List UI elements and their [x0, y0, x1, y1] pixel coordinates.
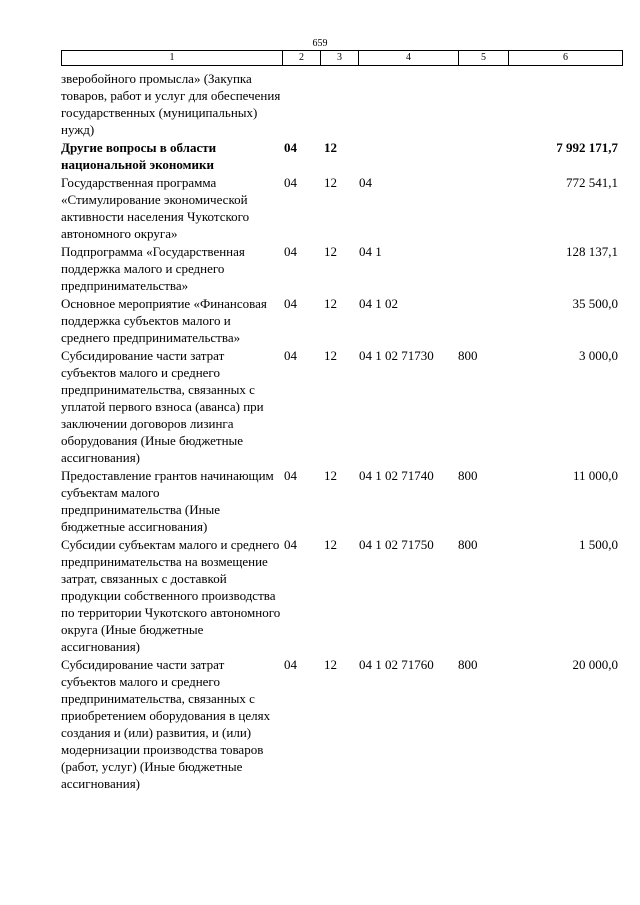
row-section: 04	[284, 244, 297, 259]
row-subsection: 12	[324, 244, 337, 259]
row-name: Субсидирование части затрат субъектов малого и среднего предпринимательства, связанных с уплатой первого взноса (аванса) при заключении договоров лизинга оборудования (Иные бюджетные ассигнования)	[61, 348, 264, 465]
row-target-article: 04 1 02 71750	[359, 537, 434, 552]
row-section: 04	[284, 296, 297, 311]
row-target-article: 04 1 02 71760	[359, 657, 434, 672]
table-row	[61, 295, 621, 346]
table-row	[61, 347, 621, 466]
table-row	[61, 70, 621, 138]
row-subsection: 12	[324, 657, 337, 672]
row-amount: 128 137,1	[566, 244, 618, 259]
row-section: 04	[284, 348, 297, 363]
row-name: Подпрограмма «Государственная поддержка малого и среднего предпринимательства»	[61, 244, 245, 293]
row-subsection: 12	[324, 175, 337, 190]
row-subsection: 12	[324, 468, 337, 483]
table-row	[61, 656, 621, 792]
row-amount: 3 000,0	[579, 348, 618, 363]
row-amount: 20 000,0	[572, 657, 618, 672]
table-header	[61, 50, 623, 66]
row-section: 04	[284, 175, 297, 190]
page-number: 659	[312, 38, 328, 49]
table-row	[61, 139, 621, 173]
row-name: Государственная программа «Стимулирование экономической активности населения Чукотского автономного округа»	[61, 175, 250, 241]
row-name: зверобойного промысла» (Закупка товаров, работ и услуг для обеспечения государственных (муниципальных) нужд)	[61, 71, 281, 137]
row-amount: 772 541,1	[566, 175, 618, 190]
row-subsection: 12	[324, 140, 337, 155]
row-name: Основное мероприятие «Финансовая поддержка субъектов малого и среднего предпринимательства»	[61, 296, 267, 345]
table-row	[61, 536, 621, 655]
table-row	[61, 243, 621, 294]
row-target-article: 04 1 02	[359, 296, 398, 311]
row-section: 04	[284, 537, 297, 552]
row-subsection: 12	[324, 537, 337, 552]
row-name: Предоставление грантов начинающим субъектам малого предпринимательства (Иные бюджетные ассигнования)	[61, 468, 274, 534]
row-name: Другие вопросы в области национальной экономики	[61, 140, 217, 172]
row-expense-type: 800	[458, 468, 478, 483]
table-row	[61, 467, 621, 535]
row-subsection: 12	[324, 348, 337, 363]
row-amount: 1 500,0	[579, 537, 618, 552]
row-expense-type: 800	[458, 537, 478, 552]
row-amount: 35 500,0	[572, 296, 618, 311]
row-name: Субсидии субъектам малого и среднего предпринимательства на возмещение затрат, связанных с доставкой продукции собственного производства по территории Чукотского автономного округа (Иные бюджетные ассигнования)	[61, 537, 281, 654]
row-target-article: 04 1	[359, 244, 382, 259]
header-col-6: 6	[563, 52, 568, 63]
row-section: 04	[284, 468, 297, 483]
row-amount: 11 000,0	[572, 468, 618, 483]
row-section: 04	[284, 657, 297, 672]
row-target-article: 04 1 02 71730	[359, 348, 434, 363]
header-col-3: 3	[321, 51, 359, 65]
header-col-1: 1	[62, 51, 283, 65]
row-target-article: 04	[359, 175, 372, 190]
row-target-article: 04 1 02 71740	[359, 468, 434, 483]
row-subsection: 12	[324, 296, 337, 311]
row-expense-type: 800	[458, 657, 478, 672]
table-body	[61, 70, 621, 793]
row-name: Субсидирование части затрат субъектов малого и среднего предпринимательства, связанных с приобретением оборудования в целях создания и (или) развития, и (или) модернизации производства товаров (работ, услуг) (Иные бюджетные ассигнования)	[61, 657, 271, 791]
header-col-2: 2	[283, 51, 321, 65]
row-section: 04	[284, 140, 297, 155]
row-expense-type: 800	[458, 348, 478, 363]
row-amount: 7 992 171,7	[556, 140, 618, 155]
header-col-4: 4	[359, 51, 459, 65]
header-col-5: 5	[459, 51, 509, 65]
table-row	[61, 174, 621, 242]
